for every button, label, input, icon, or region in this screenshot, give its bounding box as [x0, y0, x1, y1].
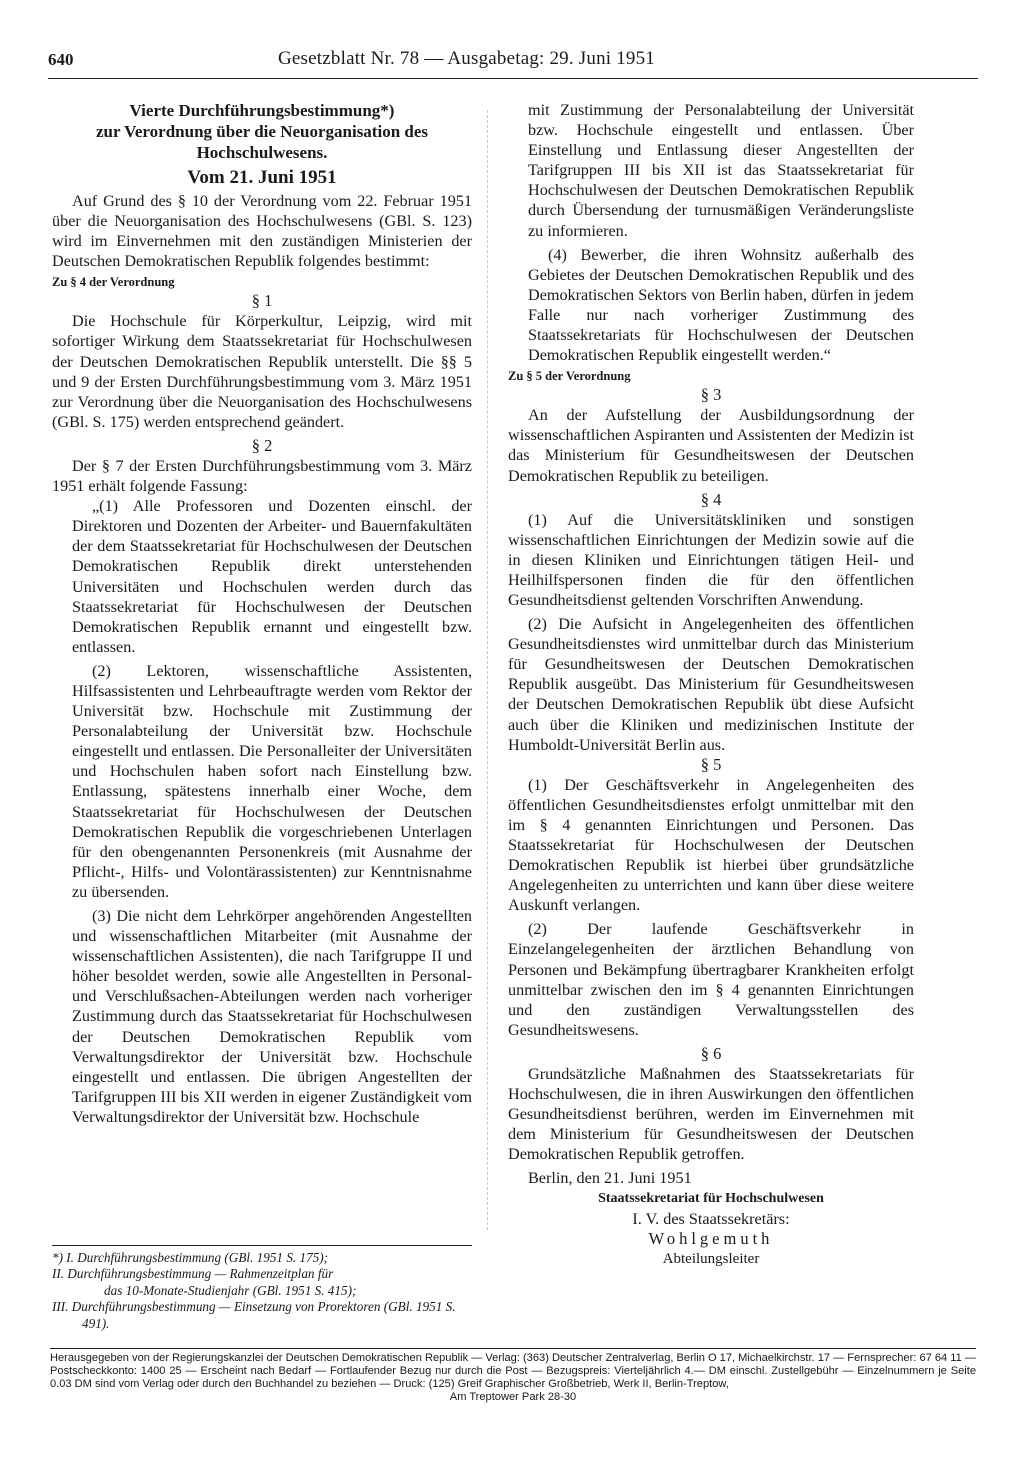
- publisher-imprint: [50, 1348, 976, 1404]
- footnotes: [52, 1245, 472, 1332]
- paragraph-2-sub-3-continued: mit Zustimmung der Personalabteilung der Universität bzw. Hochschule eingestellt und entlassen. Über Einstellung und Entlassung dieser Angestellten der Tarifgruppen III bis XII ist das Staatssekretariat für Hochschulwesen der Deutschen Demokratischen Republik durch Übersendung der turnusmäßigen Veränderungsliste zu informieren.: [528, 101, 914, 240]
- title-line: zur Verordnung über die Neuorganisation des: [95, 122, 429, 141]
- section-heading-zu-5: Zu § 5 der Verordnung: [508, 369, 631, 384]
- paragraph-heading-5: § 5: [700, 754, 722, 774]
- running-head: Gesetzblatt Nr. 78 — Ausgabetag: 29. Juni 1951: [278, 48, 656, 69]
- signatory-role: Abteilungsleiter: [662, 1250, 760, 1267]
- signature-organization: Staatssekretariat für Hochschulwesen: [598, 1190, 824, 1206]
- paragraph-2-intro: Der § 7 der Ersten Durchführungsbestimmung vom 3. März 1951 erhält folgende Fassung:: [52, 456, 472, 496]
- title-line: Vierte Durchführungsbestimmung*): [129, 101, 395, 120]
- footnote-text: Durchführungsbestimmung (GBl. 1951 S. 175);: [77, 1250, 329, 1265]
- paragraph-heading-6: § 6: [700, 1043, 722, 1063]
- paragraph-2-sub-2: (2) Lektoren, wissenschaftliche Assistenten, Hilfsassistenten und Lehrbeauftragte werden vom Rektor der Universität bzw. Hochschule mit Zustimmung der Personalabteilung der Universität bzw. Hochschule eingestellt und entlassen. Die Personalleiter der Universitäten und Hochschulen haben sofort nach Einstellung bzw. Entlassung, spätestens innerhalb einer Woche, dem Staatssekretariat für Hochschulwesen der Deutschen Demokratischen Republik die vorgeschriebenen Unterlagen für den obengenannten Personenkreis (mit Ausnahme der Pflicht-, Hilfs- und Volontärassistenten) zur Kenntnisnahme zu übersenden.: [72, 661, 472, 901]
- footnote-text: Durchführungsbestimmung — Einsetzung von Prorektoren (GBl. 1951 S. 491).: [71, 1299, 456, 1331]
- footnote-text: Durchführungsbestimmung — Rahmenzeitplan für: [67, 1266, 334, 1282]
- paragraph-2-sub-4: (4) Bewerber, die ihren Wohnsitz außerhalb des Gebietes der Deutschen Demokratischen Republik und des Demokratischen Sektors von Berlin haben, dürfen in jedem Falle nur nach vorheriger Zustimmung des Staatssekretariats für Hochschulwesen der Deutschen Demokratischen Republik eingestellt werden.“: [528, 245, 914, 365]
- footnote-mark: II.: [52, 1266, 65, 1282]
- right-column: [508, 100, 914, 1269]
- section-heading-zu-4: Zu § 4 der Verordnung: [52, 275, 175, 290]
- imprint-address: Am Treptower Park 28-30: [449, 1391, 577, 1403]
- column-divider: [487, 110, 488, 1230]
- paragraph-4-sub-2: (2) Die Aufsicht in Angelegenheiten des öffentlichen Gesundheitsdienstes wird unmittelbar durch das Ministerium für Gesundheitswesen der Deutschen Demokratischen Republik ausgeübt. Das Ministerium für Gesundheitswesen der Deutschen Demokratischen Republik übt diese Aufsicht auch über die Kliniken und medizinischen Institute der Humboldt-Universität Berlin aus.: [508, 615, 914, 754]
- paragraph-5-sub-1: (1) Der Geschäftsverkehr in Angelegenheiten des öffentlichen Gesundheitsdienstes erfolgt unmittelbar mit den im § 4 genannten Einrichtungen und Personen. Das Staatssekretariat für Hochschulwesen der Deutschen Demokratischen Republik ist hierbei über grundsätzliche Angelegenheiten zu unterrichten und kann über diese weitere Auskunft verlangen.: [508, 775, 914, 915]
- footnote-continuation: das 10-Monate-Studienjahr (GBl. 1951 S. 415);: [104, 1282, 357, 1298]
- imprint-text: Herausgegeben von der Regierungskanzlei der Deutschen Demokratischen Republik — Verlag: (363) Deutscher Zentralverlag, Berlin O 17, Michaelkirchstr. 17 — Fernsprecher: 67 64 11 — Postscheckkonto: 1400 25 — Erscheint nach Bedarf — Fortlaufender Bezug nur durch die Post — Bezugspreis: Vierteljährlich 4.— DM einschl. Zustellgebühr — Einzelnummern je Seite 0.03 DM sind vom Verlag oder durch den Buchhandel zu beziehen — Druck: (125) Greif Graphischer Großbetrieb, Werk II, Berlin-Treptow,: [50, 1352, 976, 1390]
- paragraph-heading-1: § 1: [251, 291, 273, 311]
- title-line: Hochschulwesens.: [196, 143, 328, 162]
- paragraph-heading-3: § 3: [700, 385, 722, 405]
- document-date: Vom 21. Juni 1951: [187, 167, 337, 188]
- paragraph-heading-2: § 2: [251, 435, 273, 455]
- paragraph-4-sub-1: (1) Auf die Universitätskliniken und sonstigen wissenschaftlichen Einrichtungen der Medizin sowie auf die in diesen Kliniken und Einrichtungen tätigen Heil- und Heilhilfspersonen finden die für den öffentlichen Gesundheitsdienst geltenden Vorschriften Anwendung.: [508, 510, 914, 609]
- place-and-date: Berlin, den 21. Juni 1951: [528, 1169, 692, 1188]
- page-number: 640: [48, 50, 74, 69]
- left-column: [52, 100, 472, 1127]
- footnote: [52, 1266, 472, 1282]
- paragraph-heading-4: § 4: [700, 489, 722, 509]
- paragraph-2-sub-3: (3) Die nicht dem Lehrkörper angehörenden Angestellten und wissenschaftlichen Mitarbeiter (mit Ausnahme der wissenschaftlichen Assistenten), die nach Tarifgruppe II und höher besoldet werden, sowie alle Angestellten in Personal- und Verschlußsachen-Abteilungen werden nach vorheriger Zustimmung durch das Staatssekretariat für Hochschulwesen der Deutschen Demokratischen Republik vom Verwaltungsdirektor der Universität bzw. Hochschule eingestellt und entlassen. Die übrigen Angestellten der Tarifgruppen III bis XII werden in eigener Zuständigkeit vom Verwaltungsdirektor der Universität bzw. Hochschule: [72, 907, 472, 1126]
- signature-deputy-line: I. V. des Staatssekretärs:: [632, 1209, 790, 1228]
- document-title: [52, 100, 472, 163]
- footnote: [52, 1250, 472, 1266]
- footnote-mark: *) I.: [52, 1250, 74, 1265]
- paragraph-2-sub-1: „(1) Alle Professoren und Dozenten einschl. der Direktoren und Dozenten der Arbeiter- und Bauernfakultäten der dem Staatssekretariat für Hochschulwesen der Deutschen Demokratischen Republik direkt unterstehenden Universitäten und Hochschulen werden durch das Staatssekretariat für Hochschulwesen der Deutschen Demokratischen Republik ernannt und eingestellt bzw. entlassen.: [72, 497, 472, 656]
- paragraph-1-text: Die Hochschule für Körperkultur, Leipzig, wird mit sofortiger Wirkung dem Staatssekretariat für Hochschulwesen der Deutschen Demokratischen Republik unterstellt. Die §§ 5 und 9 der Ersten Durchführungsbestimmung vom 3. März 1951 zur Verordnung über die Neuorganisation des Hochschulwesens (GBl. S. 175) werden entsprechend geändert.: [52, 312, 472, 431]
- signatory-name: Wohlgemuth: [648, 1228, 774, 1248]
- page-header: [48, 46, 978, 79]
- footnote-mark: III.: [52, 1299, 69, 1315]
- footnote: [52, 1299, 472, 1332]
- preamble: Auf Grund des § 10 der Verordnung vom 22. Februar 1951 über die Neuorganisation des Hochschulwesens (GBl. S. 123) wird im Einvernehmen mit den zuständigen Ministerien der Deutschen Demokratischen Republik folgendes bestimmt:: [52, 192, 472, 271]
- paragraph-5-sub-2: (2) Der laufende Geschäftsverkehr in Einzelangelegenheiten der ärztlichen Behandlung von Personen und Bekämpfung übertragbarer Krankheiten erfolgt unmittelbar zwischen den im § 4 genannten Einrichtungen und den zuständigen Verwaltungsstellen des Gesundheitswesens.: [508, 920, 914, 1039]
- paragraph-6-text: Grundsätzliche Maßnahmen des Staatssekretariats für Hochschulwesen, die in ihren Auswirkungen den öffentlichen Gesundheitsdienst berühren, werden im Einvernehmen mit dem Ministerium für Gesundheitswesen der Deutschen Demokratischen Republik getroffen.: [508, 1064, 914, 1164]
- paragraph-3-text: An der Aufstellung der Ausbildungsordnung der wissenschaftlichen Aspiranten und Assistenten der Medizin ist das Ministerium für Gesundheitswesen der Deutschen Demokratischen Republik zu beteiligen.: [508, 406, 914, 485]
